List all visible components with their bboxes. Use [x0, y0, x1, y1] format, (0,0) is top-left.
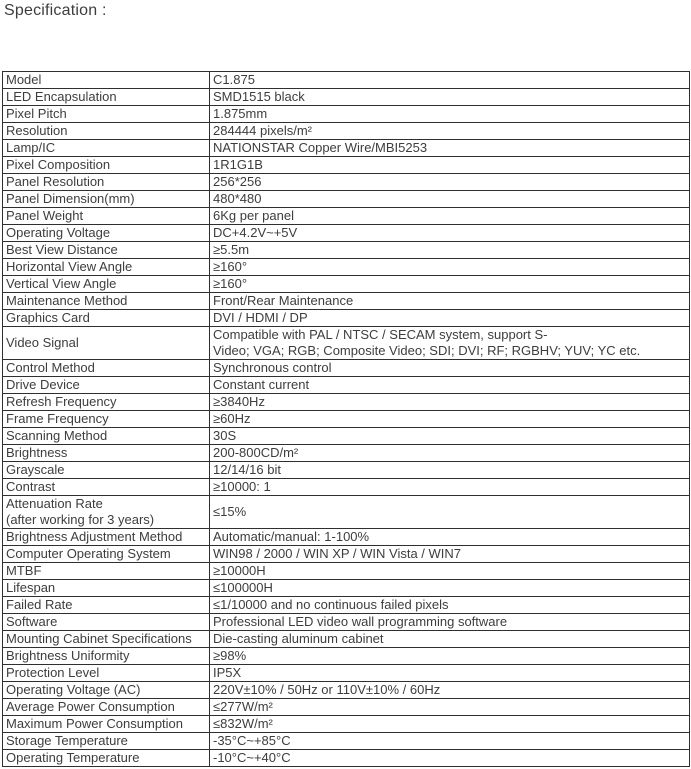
spec-label: Resolution	[3, 123, 210, 140]
table-row	[3, 496, 690, 529]
spec-label: Video Signal	[3, 327, 210, 360]
spec-value: ≤1/10000 and no continuous failed pixels	[210, 597, 690, 614]
spec-value: 480*480	[210, 191, 690, 208]
table-row	[3, 411, 690, 428]
table-row	[3, 259, 690, 276]
spec-label: Panel Weight	[3, 208, 210, 225]
table-row	[3, 89, 690, 106]
spec-label: Storage Temperature	[3, 733, 210, 750]
spec-value: 1.875mm	[210, 106, 690, 123]
table-row	[3, 716, 690, 733]
spec-value: DC+4.2V~+5V	[210, 225, 690, 242]
spec-label: MTBF	[3, 563, 210, 580]
spec-value: ≥3840Hz	[210, 394, 690, 411]
specification-table	[2, 71, 690, 767]
table-row	[3, 546, 690, 563]
spec-label: Attenuation Rate (after working for 3 years)	[3, 496, 210, 529]
spec-label: LED Encapsulation	[3, 89, 210, 106]
spec-label: Horizontal View Angle	[3, 259, 210, 276]
table-row	[3, 479, 690, 496]
spec-label: Software	[3, 614, 210, 631]
spec-value: Compatible with PAL / NTSC / SECAM system, support S- Video; VGA; RGB; Composite Video; SDI; DVI; RF; RGBHV; YUV; YC etc.	[210, 327, 690, 360]
spec-label: Frame Frequency	[3, 411, 210, 428]
spec-value: ≥60Hz	[210, 411, 690, 428]
spec-label: Operating Voltage	[3, 225, 210, 242]
spec-label: Lifespan	[3, 580, 210, 597]
table-row	[3, 157, 690, 174]
spec-label: Operating Temperature	[3, 750, 210, 767]
spec-label: Maximum Power Consumption	[3, 716, 210, 733]
table-row	[3, 699, 690, 716]
table-row	[3, 225, 690, 242]
spec-label: Lamp/IC	[3, 140, 210, 157]
spec-value: Synchronous control	[210, 360, 690, 377]
spec-value: IP5X	[210, 665, 690, 682]
spec-label: Operating Voltage (AC)	[3, 682, 210, 699]
spec-label: Brightness	[3, 445, 210, 462]
table-row	[3, 293, 690, 310]
table-row	[3, 327, 690, 360]
table-row	[3, 106, 690, 123]
spec-label: Panel Resolution	[3, 174, 210, 191]
table-row	[3, 174, 690, 191]
spec-label: Model	[3, 72, 210, 89]
spec-value: ≥160°	[210, 259, 690, 276]
spec-value: ≥160°	[210, 276, 690, 293]
spec-value: ≤277W/m²	[210, 699, 690, 716]
table-row	[3, 140, 690, 157]
table-row	[3, 631, 690, 648]
spec-value: WIN98 / 2000 / WIN XP / WIN Vista / WIN7	[210, 546, 690, 563]
spec-value: ≥10000H	[210, 563, 690, 580]
spec-value: SMD1515 black	[210, 89, 690, 106]
spec-label: Average Power Consumption	[3, 699, 210, 716]
table-row	[3, 733, 690, 750]
table-row	[3, 360, 690, 377]
table-row	[3, 682, 690, 699]
spec-label: Pixel Composition	[3, 157, 210, 174]
spec-value: 30S	[210, 428, 690, 445]
spec-value: ≥10000: 1	[210, 479, 690, 496]
table-row	[3, 276, 690, 293]
table-row	[3, 665, 690, 682]
spec-value: NATIONSTAR Copper Wire/MBI5253	[210, 140, 690, 157]
spec-value: -35°C~+85°C	[210, 733, 690, 750]
spec-label: Control Method	[3, 360, 210, 377]
table-row	[3, 191, 690, 208]
spec-value: Front/Rear Maintenance	[210, 293, 690, 310]
spec-label: Drive Device	[3, 377, 210, 394]
spec-label: Contrast	[3, 479, 210, 496]
spec-label: Refresh Frequency	[3, 394, 210, 411]
spec-value: ≥5.5m	[210, 242, 690, 259]
table-row	[3, 394, 690, 411]
spec-label: Panel Dimension(mm)	[3, 191, 210, 208]
spec-value: -10°C~+40°C	[210, 750, 690, 767]
spec-value: 6Kg per panel	[210, 208, 690, 225]
spec-label: Pixel Pitch	[3, 106, 210, 123]
spec-value: Die-casting aluminum cabinet	[210, 631, 690, 648]
table-row	[3, 208, 690, 225]
table-row	[3, 377, 690, 394]
spec-value: DVI / HDMI / DP	[210, 310, 690, 327]
spec-label: Failed Rate	[3, 597, 210, 614]
table-row	[3, 72, 690, 89]
table-row	[3, 529, 690, 546]
spec-value: ≥98%	[210, 648, 690, 665]
spec-label: Computer Operating System	[3, 546, 210, 563]
table-row	[3, 750, 690, 767]
spec-value: ≤832W/m²	[210, 716, 690, 733]
table-row	[3, 563, 690, 580]
spec-label: Grayscale	[3, 462, 210, 479]
spec-value: 256*256	[210, 174, 690, 191]
spec-label: Best View Distance	[3, 242, 210, 259]
table-row	[3, 445, 690, 462]
spec-value: ≤15%	[210, 496, 690, 529]
spec-label: Brightness Adjustment Method	[3, 529, 210, 546]
table-row	[3, 242, 690, 259]
spec-label: Graphics Card	[3, 310, 210, 327]
table-row	[3, 648, 690, 665]
table-row	[3, 428, 690, 445]
spec-value: 284444 pixels/m²	[210, 123, 690, 140]
table-row	[3, 310, 690, 327]
spec-value: ≤100000H	[210, 580, 690, 597]
spec-label: Mounting Cabinet Specifications	[3, 631, 210, 648]
spec-value: 200-800CD/m²	[210, 445, 690, 462]
spec-value: 1R1G1B	[210, 157, 690, 174]
spec-label: Protection Level	[3, 665, 210, 682]
spec-value: 220V±10% / 50Hz or 110V±10% / 60Hz	[210, 682, 690, 699]
table-row	[3, 580, 690, 597]
table-row	[3, 614, 690, 631]
spec-value: 12/14/16 bit	[210, 462, 690, 479]
spec-label: Maintenance Method	[3, 293, 210, 310]
spec-label: Vertical View Angle	[3, 276, 210, 293]
spec-value: C1.875	[210, 72, 690, 89]
spec-value: Constant current	[210, 377, 690, 394]
spec-value: Automatic/manual: 1-100%	[210, 529, 690, 546]
spec-label: Scanning Method	[3, 428, 210, 445]
page-title: Specification :	[4, 2, 107, 19]
spec-value: Professional LED video wall programming software	[210, 614, 690, 631]
table-row	[3, 462, 690, 479]
table-row	[3, 597, 690, 614]
spec-table-body	[3, 72, 690, 767]
table-row	[3, 123, 690, 140]
spec-label: Brightness Uniformity	[3, 648, 210, 665]
